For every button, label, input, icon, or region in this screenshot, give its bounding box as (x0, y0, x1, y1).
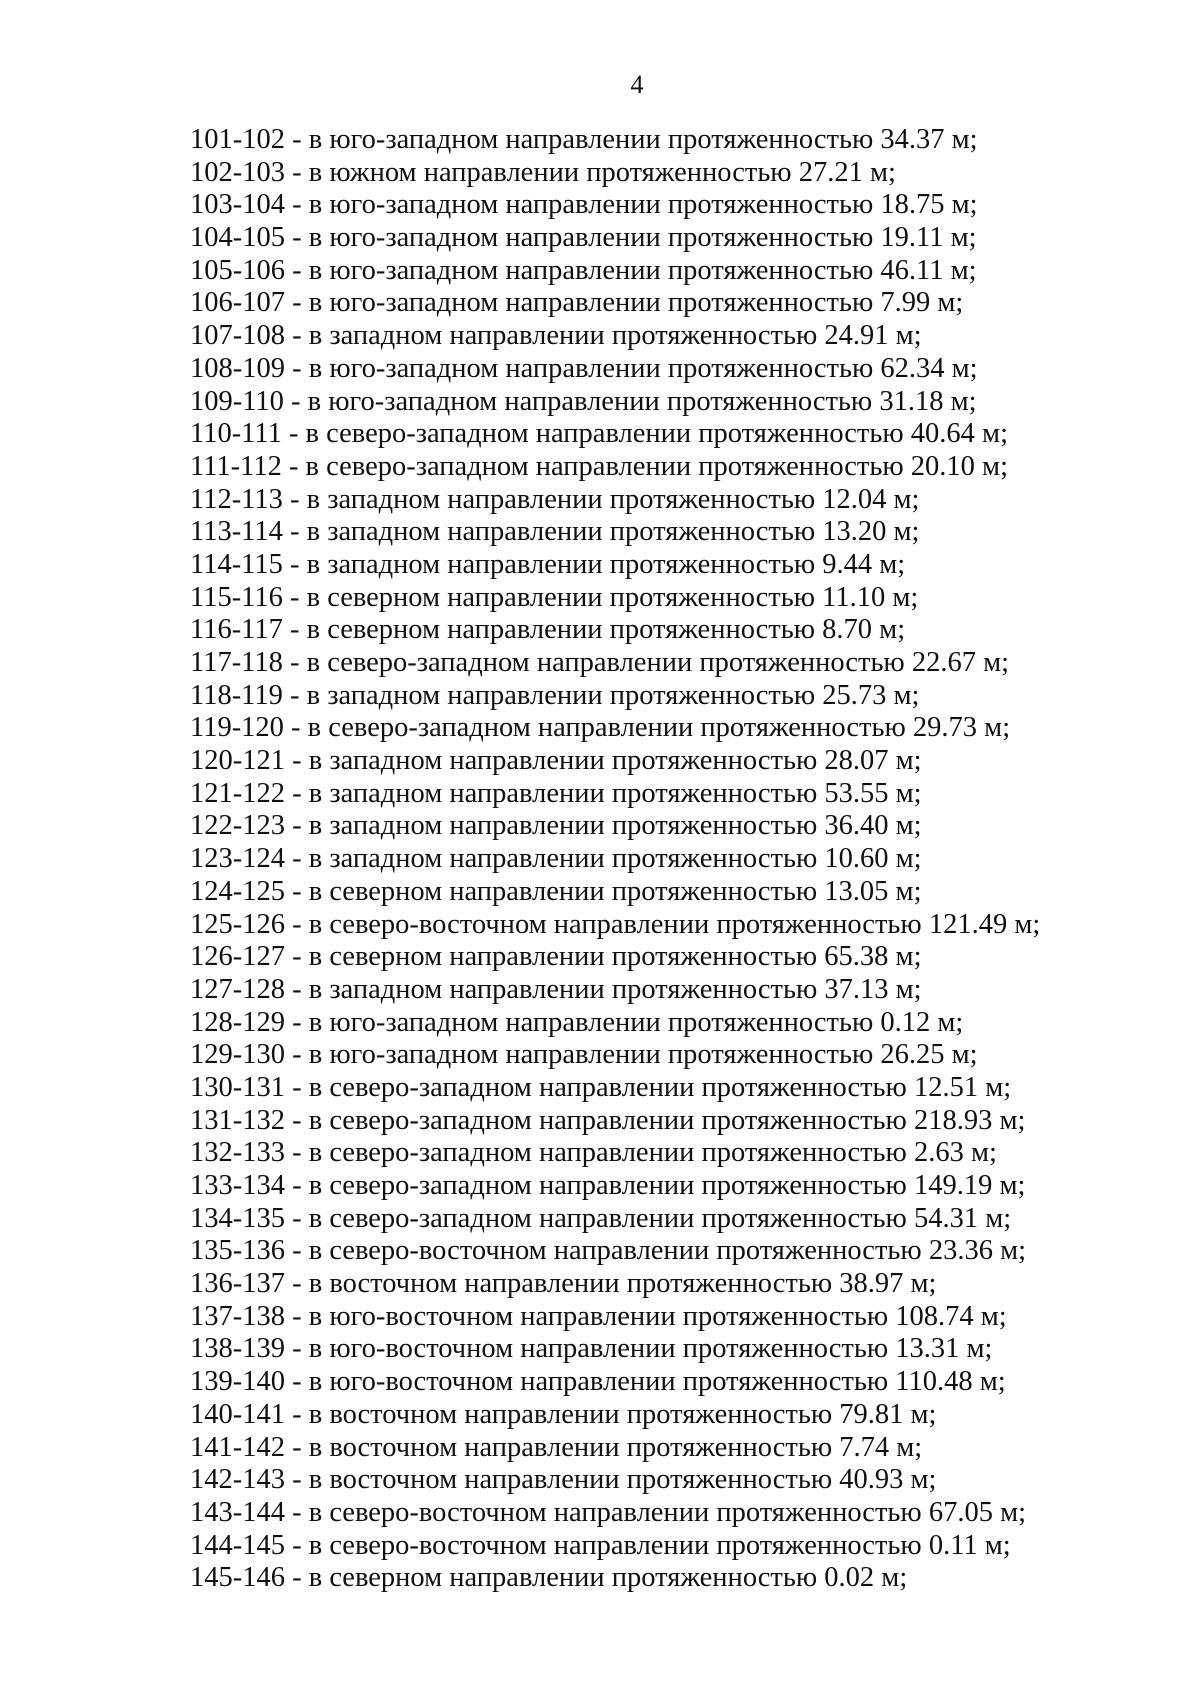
boundary-segment-line: 123-124 - в западном направлении протяженностью 10.60 м; (190, 843, 922, 875)
boundary-segment-line: 127-128 - в западном направлении протяженностью 37.13 м; (190, 973, 922, 1005)
boundary-segment-line: 141-142 - в восточном направлении протяженностью 7.74 м; (190, 1431, 923, 1463)
boundary-segment-line: 116-117 - в северном направлении протяженностью 8.70 м; (190, 614, 906, 646)
boundary-segment-line: 142-143 - в восточном направлении протяженностью 40.93 м; (190, 1464, 937, 1496)
boundary-segment-line: 101-102 - в юго-западном направлении протяженностью 34.37 м; (190, 124, 978, 155)
boundary-segment-line: 115-116 - в северном направлении протяженностью 11.10 м; (190, 581, 919, 613)
boundary-segment-line: 139-140 - в юго-восточном направлении протяженностью 110.48 м; (190, 1366, 1006, 1398)
boundary-segment-line: 138-139 - в юго-восточном направлении протяженностью 13.31 м; (190, 1333, 993, 1365)
boundary-segment-line: 125-126 - в северо-восточном направлении протяженностью 121.49 м; (190, 908, 1041, 940)
boundary-segment-line: 118-119 - в западном направлении протяженностью 25.73 м; (190, 679, 920, 711)
boundary-segment-line: 128-129 - в юго-западном направлении протяженностью 0.12 м; (190, 1006, 964, 1038)
boundary-segment-line: 106-107 - в юго-западном направлении протяженностью 7.99 м; (190, 287, 964, 319)
boundary-segment-line: 132-133 - в северо-западном направлении протяженностью 2.63 м; (190, 1137, 997, 1169)
boundary-segment-line: 102-103 - в южном направлении протяженностью 27.21 м; (190, 156, 896, 188)
boundary-segment-line: 104-105 - в юго-западном направлении протяженностью 19.11 м; (190, 222, 977, 254)
boundary-segment-list (190, 124, 1040, 1595)
boundary-segment-line: 137-138 - в юго-восточном направлении протяженностью 108.74 м; (190, 1300, 1007, 1332)
boundary-segment-line: 122-123 - в западном направлении протяженностью 36.40 м; (190, 810, 922, 842)
boundary-segment-line: 129-130 - в юго-западном направлении протяженностью 26.25 м; (190, 1039, 978, 1071)
boundary-segment-line: 111-112 - в северо-западном направлении протяженностью 20.10 м; (190, 450, 1008, 482)
boundary-segment-line: 107-108 - в западном направлении протяженностью 24.91 м; (190, 320, 922, 352)
boundary-segment-line: 105-106 - в юго-западном направлении протяженностью 46.11 м; (190, 254, 977, 286)
boundary-segment-line: 130-131 - в северо-западном направлении протяженностью 12.51 м; (190, 1071, 1012, 1103)
page-number: 4 (630, 70, 644, 99)
boundary-segment-line: 124-125 - в северном направлении протяженностью 13.05 м; (190, 875, 922, 907)
boundary-segment-line: 109-110 - в юго-западном направлении протяженностью 31.18 м; (190, 385, 977, 417)
boundary-segment-line: 113-114 - в западном направлении протяженностью 13.20 м; (190, 516, 920, 548)
boundary-segment-line: 135-136 - в северо-восточном направлении протяженностью 23.36 м; (190, 1235, 1027, 1267)
boundary-segment-line: 114-115 - в западном направлении протяженностью 9.44 м; (190, 548, 906, 580)
boundary-segment-line: 110-111 - в северо-западном направлении протяженностью 40.64 м; (190, 418, 1008, 450)
boundary-segment-line: 112-113 - в западном направлении протяженностью 12.04 м; (190, 483, 920, 515)
boundary-segment-line: 134-135 - в северо-западном направлении протяженностью 54.31 м; (190, 1202, 1012, 1234)
boundary-segment-line: 143-144 - в северо-восточном направлении протяженностью 67.05 м; (190, 1496, 1027, 1528)
boundary-segment-line: 108-109 - в юго-западном направлении протяженностью 62.34 м; (190, 352, 978, 384)
boundary-segment-line: 117-118 - в северо-западном направлении протяженностью 22.67 м; (190, 647, 1010, 678)
boundary-segment-line: 131-132 - в северо-западном направлении протяженностью 218.93 м; (190, 1104, 1026, 1136)
boundary-segment-line: 144-145 - в северо-восточном направлении протяженностью 0.11 м; (190, 1529, 1011, 1561)
boundary-segment-line: 126-127 - в северном направлении протяженностью 65.38 м; (190, 941, 922, 973)
boundary-segment-line: 121-122 - в западном направлении протяженностью 53.55 м; (190, 777, 922, 809)
boundary-segment-line: 145-146 - в северном направлении протяженностью 0.02 м; (190, 1562, 908, 1594)
boundary-segment-line: 133-134 - в северо-западном направлении протяженностью 149.19 м; (190, 1170, 1026, 1201)
boundary-segment-line: 120-121 - в западном направлении протяженностью 28.07 м; (190, 745, 922, 777)
boundary-segment-line: 140-141 - в восточном направлении протяженностью 79.81 м; (190, 1398, 937, 1430)
boundary-segment-line: 136-137 - в восточном направлении протяженностью 38.97 м; (190, 1268, 937, 1300)
boundary-segment-line: 119-120 - в северо-западном направлении протяженностью 29.73 м; (190, 712, 1011, 744)
boundary-segment-line: 103-104 - в юго-западном направлении протяженностью 18.75 м; (190, 189, 978, 221)
